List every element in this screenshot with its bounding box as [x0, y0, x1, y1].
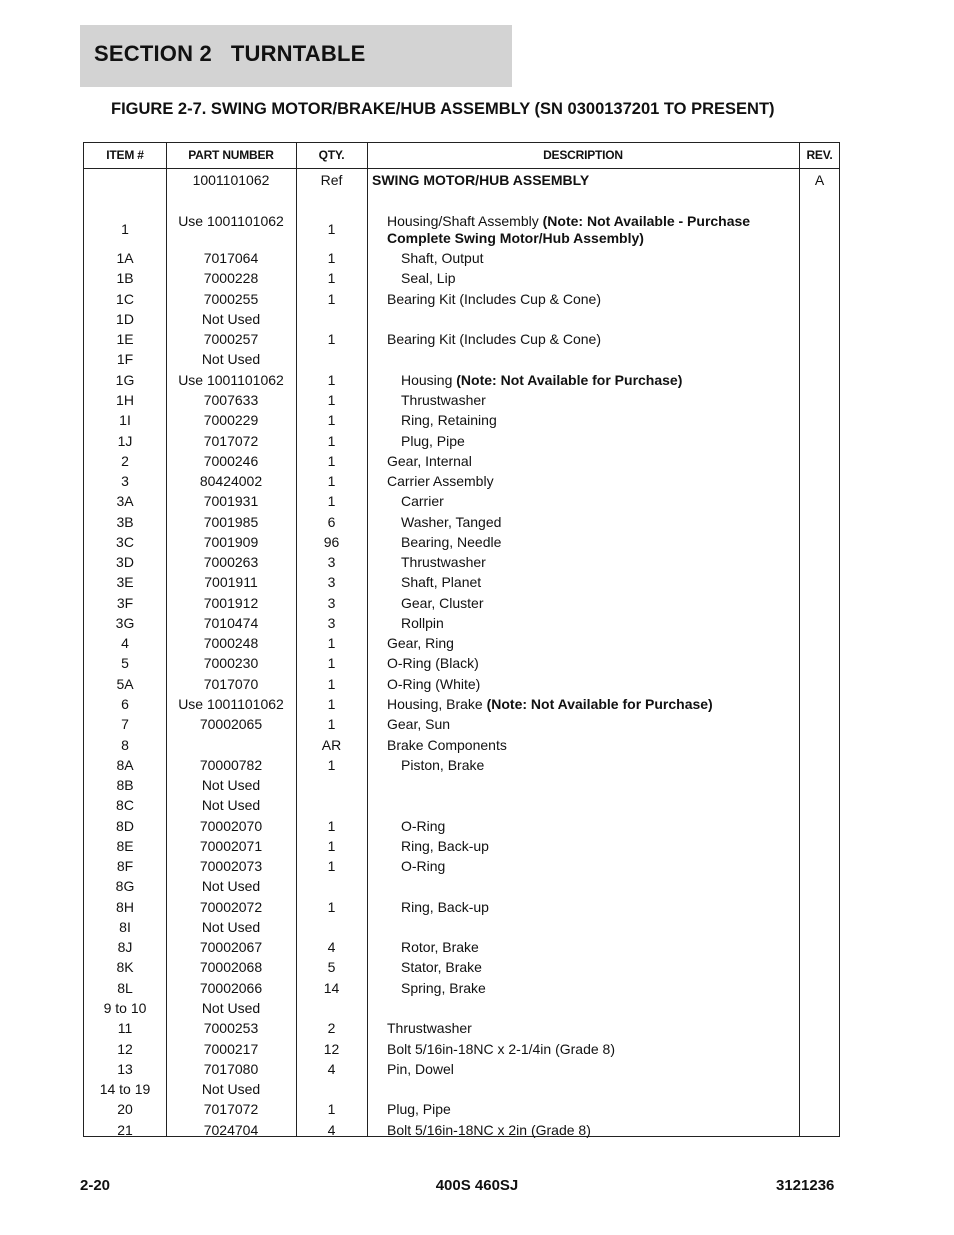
description-cell — [387, 453, 792, 470]
item-number-cell: 3G — [115, 615, 135, 631]
description-cell — [401, 433, 792, 450]
description-cell — [372, 172, 792, 189]
item-number-cell: 1F — [116, 351, 134, 367]
item-number-cell: 1G — [115, 372, 135, 388]
item-number-cell: 1B — [116, 270, 134, 286]
description-cell — [387, 1020, 792, 1037]
quantity-cell: 1 — [327, 412, 336, 428]
item-number-cell: 1A — [116, 250, 134, 266]
item-number-cell: 21 — [117, 1122, 133, 1138]
part-number-cell: 7000217 — [203, 1041, 259, 1057]
description-text: Shaft, Output — [401, 250, 484, 266]
quantity-cell: 1 — [327, 838, 336, 854]
description-text: Shaft, Planet — [401, 574, 482, 590]
description-cell — [401, 818, 792, 835]
revision-cell: A — [814, 172, 825, 188]
quantity-cell: 1 — [327, 331, 336, 347]
column-header-qty: QTY. — [318, 148, 345, 162]
description-cell — [387, 676, 792, 693]
item-number-cell: 8L — [117, 980, 133, 996]
quantity-cell: 1 — [327, 716, 336, 732]
quantity-cell: 1 — [327, 453, 336, 469]
quantity-cell: 5 — [327, 959, 336, 975]
item-number-cell: 12 — [117, 1041, 133, 1057]
part-number-cell: 7017072 — [203, 433, 259, 449]
description-text: SWING MOTOR/HUB ASSEMBLY — [372, 172, 590, 188]
part-number-cell: 70002070 — [199, 818, 263, 834]
item-number-cell: 8D — [116, 818, 134, 834]
description-cell — [387, 331, 792, 348]
item-number-cell: 8G — [115, 878, 135, 894]
description-cell — [401, 939, 792, 956]
description-text: O-Ring (Black) — [387, 655, 479, 671]
item-number-cell: 1 — [121, 221, 129, 237]
parts-table — [83, 142, 840, 1137]
description-note: (Note: Not Available - Purchase Complete Swing Motor/Hub Assembly) — [387, 213, 751, 246]
description-text: Bearing Kit (Includes Cup & Cone) — [387, 331, 601, 347]
description-cell — [401, 757, 792, 774]
part-number-cell: 7000230 — [203, 655, 259, 671]
item-number-cell: 8B — [116, 777, 134, 793]
quantity-cell: 14 — [323, 980, 340, 996]
description-cell — [401, 980, 792, 997]
description-text: Piston, Brake — [401, 757, 485, 773]
quantity-cell: 1 — [327, 635, 336, 651]
item-number-cell: 3 — [121, 473, 129, 489]
description-cell — [401, 574, 792, 591]
item-number-cell: 13 — [117, 1061, 133, 1077]
description-text: Thrustwasher — [401, 392, 486, 408]
part-number-cell: Not Used — [201, 351, 261, 367]
description-text: Gear, Sun — [387, 716, 451, 732]
description-cell — [401, 250, 792, 267]
description-text: Gear, Internal — [387, 453, 472, 469]
part-number-cell: 7000253 — [203, 1020, 259, 1036]
part-number-cell: Not Used — [201, 797, 261, 813]
description-text: Bolt 5/16in-18NC x 2in (Grade 8) — [387, 1122, 591, 1138]
quantity-cell: 1 — [327, 392, 336, 408]
description-cell — [401, 554, 792, 571]
part-number-cell: 7001985 — [203, 514, 259, 530]
description-cell — [401, 270, 792, 287]
description-text: Ring, Back-up — [401, 838, 489, 854]
description-cell — [401, 595, 792, 612]
description-cell — [401, 412, 792, 429]
description-text: Plug, Pipe — [401, 433, 465, 449]
item-number-cell: 1D — [116, 311, 134, 327]
item-number-cell: 3A — [116, 493, 134, 509]
part-number-cell: 7017070 — [203, 676, 259, 692]
part-number-cell: 7000255 — [203, 291, 259, 307]
quantity-cell: 1 — [327, 493, 336, 509]
description-cell — [401, 514, 792, 531]
description-text: Brake Components — [387, 737, 507, 753]
quantity-cell: 96 — [323, 534, 340, 550]
item-number-cell: 14 to 19 — [99, 1081, 151, 1097]
item-number-cell: 8 — [121, 737, 129, 753]
description-text: Bearing, Needle — [401, 534, 502, 550]
description-note: (Note: Not Available for Purchase) — [486, 696, 713, 712]
part-number-cell: 7000248 — [203, 635, 259, 651]
item-number-cell: 1C — [116, 291, 134, 307]
item-number-cell: 2 — [121, 453, 129, 469]
description-text: O-Ring — [401, 818, 446, 834]
description-text: Gear, Cluster — [401, 595, 484, 611]
description-cell — [387, 291, 792, 308]
item-number-cell: 8K — [116, 959, 134, 975]
description-note: (Note: Not Available for Purchase) — [456, 372, 683, 388]
description-cell — [387, 716, 792, 733]
description-cell — [387, 1122, 792, 1139]
part-number-cell: 7007633 — [203, 392, 259, 408]
quantity-cell: 3 — [327, 554, 336, 570]
figure-title: FIGURE 2-7. SWING MOTOR/BRAKE/HUB ASSEMBLY (SN 0300137201 TO PRESENT) — [111, 100, 775, 118]
item-number-cell: 4 — [121, 635, 129, 651]
item-number-cell: 8A — [116, 757, 134, 773]
description-text: Bolt 5/16in-18NC x 2-1/4in (Grade 8) — [387, 1041, 615, 1057]
item-number-cell: 11 — [117, 1020, 133, 1036]
quantity-cell: 2 — [327, 1020, 336, 1036]
column-header-part-number: PART NUMBER — [188, 148, 274, 162]
quantity-cell: 1 — [327, 818, 336, 834]
item-number-cell: 20 — [117, 1101, 133, 1117]
part-number-cell: 70002073 — [199, 858, 263, 874]
quantity-cell: AR — [321, 737, 342, 753]
part-number-cell: 70002067 — [199, 939, 263, 955]
item-number-cell: 1H — [116, 392, 134, 408]
description-cell — [401, 838, 792, 855]
part-number-cell: 7000263 — [203, 554, 259, 570]
part-number-cell: 7000246 — [203, 453, 259, 469]
part-number-cell: Use 1001101062 — [178, 213, 284, 229]
part-number-cell: 7001931 — [203, 493, 259, 509]
part-number-cell: 70002065 — [199, 716, 263, 732]
description-cell — [387, 1041, 792, 1058]
part-number-cell: 7000228 — [203, 270, 259, 286]
description-text: Carrier Assembly — [387, 473, 494, 489]
item-number-cell: 5 — [121, 655, 129, 671]
description-cell — [401, 392, 792, 409]
quantity-cell: 1 — [327, 899, 336, 915]
part-number-cell: 7017080 — [203, 1061, 259, 1077]
part-number-cell: 7001911 — [204, 574, 258, 590]
item-number-cell: 8I — [119, 919, 131, 935]
item-number-cell: 3F — [116, 595, 134, 611]
quantity-cell: 1 — [327, 696, 336, 712]
part-number-cell: 7001909 — [203, 534, 259, 550]
part-number-cell: 70002066 — [199, 980, 263, 996]
quantity-cell: 3 — [327, 615, 336, 631]
item-number-cell: 8J — [117, 939, 133, 955]
description-text: Spring, Brake — [401, 980, 486, 996]
column-header-item: ITEM # — [106, 148, 144, 162]
part-number-cell: Not Used — [201, 1081, 261, 1097]
part-number-cell: Not Used — [201, 777, 261, 793]
part-number-cell: 70002071 — [199, 838, 263, 854]
part-number-cell: Use 1001101062 — [178, 372, 284, 388]
description-text: Carrier — [401, 493, 444, 509]
item-number-cell: 5A — [116, 676, 134, 692]
description-cell — [387, 696, 792, 713]
part-number-cell: 80424002 — [199, 473, 263, 489]
quantity-cell: 1 — [327, 433, 336, 449]
part-number-cell: Not Used — [201, 1000, 261, 1016]
item-number-cell: 3C — [116, 534, 134, 550]
part-number-cell: 70000782 — [199, 757, 263, 773]
description-text: Thrustwasher — [401, 554, 486, 570]
description-cell — [401, 534, 792, 551]
description-text: Housing/Shaft Assembly — [387, 213, 543, 229]
description-text: Rollpin — [401, 615, 444, 631]
part-number-cell: Not Used — [201, 919, 261, 935]
part-number-cell: 1001101062 — [192, 172, 270, 188]
description-cell — [401, 858, 792, 875]
part-number-cell: 70002072 — [199, 899, 263, 915]
header-divider — [84, 168, 839, 169]
description-text: Seal, Lip — [401, 270, 456, 286]
quantity-cell: 6 — [327, 514, 336, 530]
description-text: Rotor, Brake — [401, 939, 479, 955]
part-number-cell: 7001912 — [203, 595, 259, 611]
column-header-description: DESCRIPTION — [543, 148, 623, 162]
quantity-cell: 1 — [327, 1101, 336, 1117]
item-number-cell: 8F — [116, 858, 134, 874]
part-number-cell: 7024704 — [203, 1122, 259, 1138]
description-text: Washer, Tanged — [401, 514, 502, 530]
description-text: Ring, Back-up — [401, 899, 489, 915]
description-text: Bearing Kit (Includes Cup & Cone) — [387, 291, 601, 307]
description-cell — [401, 899, 792, 916]
footer-model: 400S 460SJ — [435, 1177, 519, 1194]
description-cell — [401, 372, 792, 389]
quantity-cell: 1 — [327, 858, 336, 874]
part-number-cell: Not Used — [201, 878, 261, 894]
item-number-cell: 1E — [116, 331, 134, 347]
part-number-cell: 7000257 — [203, 331, 259, 347]
part-number-cell: 70002068 — [199, 959, 263, 975]
part-number-cell: 7000229 — [203, 412, 259, 428]
column-divider — [367, 143, 368, 1136]
quantity-cell: 3 — [327, 574, 336, 590]
quantity-cell: 12 — [323, 1041, 340, 1057]
quantity-cell: 1 — [327, 372, 336, 388]
quantity-cell: 4 — [327, 1061, 336, 1077]
description-text: O-Ring — [401, 858, 446, 874]
item-number-cell: 9 to 10 — [103, 1000, 147, 1016]
quantity-cell: 4 — [327, 1122, 336, 1138]
column-header-rev: REV. — [806, 148, 833, 162]
item-number-cell: 1J — [117, 433, 133, 449]
description-cell — [401, 493, 792, 510]
column-divider — [799, 143, 800, 1136]
quantity-cell: 3 — [327, 595, 336, 611]
part-number-cell: Not Used — [201, 311, 261, 327]
item-number-cell: 8C — [116, 797, 134, 813]
description-text: Housing — [401, 372, 457, 388]
description-cell — [387, 655, 792, 672]
description-text: Plug, Pipe — [387, 1101, 451, 1117]
part-number-cell: 7010474 — [203, 615, 259, 631]
item-number-cell: 1I — [119, 412, 131, 428]
description-text: Thrustwasher — [387, 1020, 472, 1036]
description-text: Gear, Ring — [387, 635, 454, 651]
item-number-cell: 8E — [116, 838, 134, 854]
description-text: Housing, Brake — [387, 696, 487, 712]
part-number-cell: Use 1001101062 — [178, 696, 284, 712]
footer-page-number: 2-20 — [80, 1177, 111, 1194]
description-text: Pin, Dowel — [387, 1061, 454, 1077]
description-cell — [387, 1101, 792, 1118]
item-number-cell: 8H — [116, 899, 134, 915]
part-number-cell: 7017072 — [203, 1101, 259, 1117]
description-cell — [387, 213, 792, 247]
quantity-cell: 1 — [327, 655, 336, 671]
item-number-cell: 3B — [116, 514, 134, 530]
description-cell — [387, 1061, 792, 1078]
section-title: SECTION 2 TURNTABLE — [94, 41, 366, 66]
description-text: Stator, Brake — [401, 959, 482, 975]
description-cell — [401, 959, 792, 976]
quantity-cell: 1 — [327, 676, 336, 692]
quantity-cell: 1 — [327, 250, 336, 266]
description-cell — [387, 473, 792, 490]
quantity-cell: 4 — [327, 939, 336, 955]
description-cell — [401, 615, 792, 632]
quantity-cell: 1 — [327, 757, 336, 773]
description-text: O-Ring (White) — [387, 676, 481, 692]
footer-doc-number: 3121236 — [776, 1177, 835, 1194]
quantity-cell: Ref — [320, 172, 343, 188]
item-number-cell: 7 — [121, 716, 129, 732]
item-number-cell: 6 — [121, 696, 129, 712]
quantity-cell: 1 — [327, 473, 336, 489]
description-cell — [387, 737, 792, 754]
quantity-cell: 1 — [327, 291, 336, 307]
part-number-cell: 7017064 — [203, 250, 259, 266]
description-text: Ring, Retaining — [401, 412, 497, 428]
description-cell — [387, 635, 792, 652]
quantity-cell: 1 — [327, 270, 336, 286]
item-number-cell: 3D — [116, 554, 134, 570]
quantity-cell: 1 — [327, 221, 336, 237]
item-number-cell: 3E — [116, 574, 134, 590]
